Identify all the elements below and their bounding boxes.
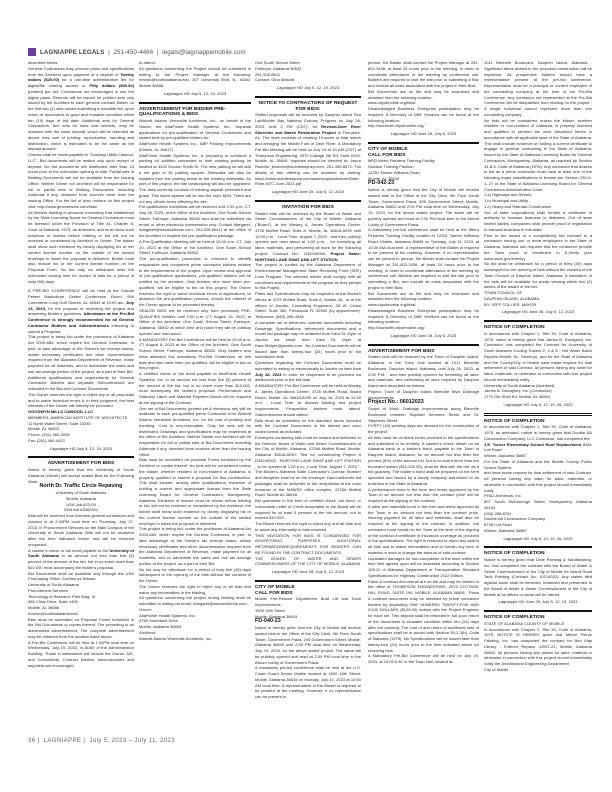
notice-divider <box>484 320 592 322</box>
text-run: Questions regarding the Contract Documents must be submitted in writing or electronically to Jacobs no later than <box>255 360 361 371</box>
notice-paragraph: Outdoor Training Pavilion <box>368 164 414 170</box>
publication-run-line: Lagniappe HD July 5, 12, 19, 26, 2023 <box>503 535 573 541</box>
notice-paragraph: A MANDATORY Pre-Bid Conference will be held at 10:00 a.m. CT August 8, 2023 at the Office of the Architect, One South School Street, Fairhope, Alabama 36532. Only bidders who have attended this mandatory Pre-Bid Conference on this date and who have been pre-qualified, will be eligible to bid on this project. <box>139 336 251 371</box>
text-run: Sealed proposals will be received by Dauphin Island Sea Lab/Mobile Bay National Estuary Program on July 26, 2023, until 2 PM (CDT), for <box>255 112 361 129</box>
notice-paragraph: Pre-qualification submittals will be received until 2:00 p.m. CT, July 25, 2023, at the Office of the Architect, One South School Street, Fairhope, Alabama 36532 and shall be submitted via email, or other electronic transmission only. Contact Margaret, margaret@wavarchitects.com, 251-928-6641) at the office of the Architect to request the pre-qualification package. <box>139 204 251 239</box>
notice-paragraph: and have made request for final settlement of said Contract. All persons having any claim for labor, materials, or otherwise in connection with this project should immediately notify <box>484 470 592 493</box>
notice-paragraph: www.cityofmobile.org/bids/ <box>368 302 416 308</box>
notice-paragraph <box>28 288 134 334</box>
notice-paragraph: Notice is hereby given that the University of South Alabama (Owner) will accept sealed Bids for the Following Work: <box>28 467 134 484</box>
column-3 <box>255 60 361 736</box>
notice-paragraph <box>484 442 592 454</box>
notice-paragraph: A MANDATORY Pre-Bid Conference will be held at Wesley A. James Operations Center, 4725 Moffett Road, Board Room, Mobile, AL 36618-8299 on July 18, 2023 at 10:30 a.m. , Local Time, to discuss bidding and project requirements. Prospective bidders must attend. Subcontractors should attend. <box>255 383 361 417</box>
legal-notice <box>484 60 592 315</box>
notice-divider <box>368 142 479 144</box>
notice-paragraph: Procurement Services <box>28 587 68 593</box>
notice-paragraph: Mobile, AL 36608 <box>368 175 400 181</box>
bold-run: Fifty dollars ($50.00) <box>89 83 134 88</box>
notice-paragraph: All questions concerning the Project should be submitted in writing to the Project Manager at the following: rbrown@southalabama.edu, 307 University Blvd. N., AD80, Mobile 36688. <box>139 65 251 88</box>
notice-divider <box>484 546 592 548</box>
notice-paragraph: Checks shall be made payable to "Goodwyn Mills Cawood, LLC". Bid documents will be mailed only upon receipt of deposit. No bid documents will distributed later than 24 hours prior to the scheduled opening of bids. Partial sets of Bidding Documents will not be available from the Issuing Office. Neither Owner nor Architect will be responsible for full or partial sets of Bidding Documents, including Addenda if any, obtained from sources other than the Issuing Office. For the list of plan holders on this project visit: http://www.gmcnetwork.com/bids/ <box>28 152 134 209</box>
notice-paragraph: The Owner reserves the right to reject any or all proposals and to waive technical errors if, in their judgment, the best interests of the Owner will thereby be promoted. <box>28 391 134 409</box>
text-run: General Contractors may procure plans and specifications from the Architect upon payment of a deposit of <box>28 65 134 77</box>
notice-paragraph: 8735 Lott Road <box>484 522 512 528</box>
bold-run: GOODWYN MILLS CAWOOD, LLC <box>28 409 93 414</box>
notice-paragraph: Plans & contract documents are on file and may be viewed in the office of THOMPSON ENGINEERING, 2970 COTTAGE HILL ROAD, SUITE 190, MOBILE, ALABAMA 36606 . Plans & contract documents may be obtained by prime contractor bidders by depositing ONE HUNDRED TWENTY-FIVE AND 0/100 DOLLARS ($125.00) dollars with the Project Engineer for each set. This deposit shall be refunded in full upon return of the documents in reusable condition within ten (10) days after bid opening. The cost of and return of additional sets of specifications shall be in accord with Section 39-2-3(b), Code of Alabama (1975). No Specifications will be issued later than twenty-four (24) hours prior to the time indicated above for receiving bids. <box>368 578 479 653</box>
notice-paragraph: 1770 Old Shell Rd. Mobile, AL 36604 <box>484 394 551 400</box>
notice-paragraph: No bid shall be withdrawn for a period of thirty (30) days subsequent to the opening of bids without the consent of the Town Council of Dauphin Island, Alabama. A tabulation of the bids will be available for public viewing within two (2) weeks of the award of the bid. <box>484 261 592 290</box>
text-run: for the purpose of reviewing the project and answering Bidder's questions. <box>28 305 134 317</box>
text-run: A PRE-BID CONFERENCE will be held at the Claude Peteet Mariculture Center Conference Room, 999 Commerce Loop Gulf Shores, AL 36542 at 10:00 am, <box>28 288 134 305</box>
notice-paragraph: Mobile, Alabama 36615 <box>255 613 298 619</box>
bold-run: Attendance at the Pre-Bid Conference is strongly recommended for all General Contractor Bidders and Subcontractors <box>28 311 134 328</box>
notice-paragraph: Bid Documents are on file and may be examined and obtained from the following location: <box>368 290 479 302</box>
legal-notice <box>484 320 592 408</box>
notice-paragraph: A labor and materials bond in the form and terms approved by the Town in an amount not less than the contract price, insuring payment for all labor and materials, shall also be required at the signing of the contract. In addition, the contractor must furnish to the Town at the time of the signing of the contract a certificate of insurance coverage as provided in the specifications. The right is reserved to reject any and/or all bids and to waive informalities and to furnish any item of material or work to change the amount of said contract. <box>368 503 479 555</box>
notice-paragraph: University of South Alabama (Architect) <box>484 382 555 388</box>
text-run: in order for responses to be provided via addendum prior to the bid date. <box>255 371 361 383</box>
notice-paragraph: Mobile Fire-Rescue Department Boat Lift and Dock Improvements <box>255 596 361 608</box>
notice-paragraph: Prior to the award of a competitively bid contract to a contractor having one or more employees in the State of Alabama, Alabama law requires that the contractor provide the Town proof of enrollment in E-Verify (see www.uscis.gov/everify). <box>484 232 592 261</box>
notice-paragraph: No bid may be withdrawn for a period of forty-five (45) days subsequent to the opening of the bids without the consent of the Owner. <box>139 566 251 584</box>
legal-notice <box>368 60 479 137</box>
notice-paragraph: Sealed bids will be received by the Town of Dauphin Island, Alabama, in the Town Hall located at 1011 Bienville Boulevard, Dauphin Island, Alabama, until July 26, 2023, at 2:00 P.M. , and then publicly opened for furnishing all labor and materials, and performing all work required by Dauphin Island and described as follows: <box>368 354 479 389</box>
notice-paragraph: All bidders bidding in amounts exceeding that established by the State Licensing Board for General Contractors must be licensed under the Provision of Title 34, Chapter 8, Code of Alabama, 1975, as amended, and must show such evidence of license before bidding or bid will not be received or considered by Architect or Owner. The bidder shall show such evidence by clearly displaying his or her current license number on the outside of the sealed envelope in which the proposal is delivered. Bidder must also include his or her current license number on the Proposal Form. No bid may be withdrawn after the scheduled closing time for receipt of bids for a period of sixty (60) days. <box>28 209 134 284</box>
notice-paragraph: Plans and Specifications may be inspected at the Board's offices at 4725 Moffett Road, Suite A, Mobile, AL, or at the offices of Jacobs, Consulting Engineers, 25 W. Cedar Street, Suite 350, Pensacola FL 32502 (by appointment), Telephone: (850) 396-4938. <box>255 291 361 320</box>
notice-paragraph: Bid guarantee in the form of certified check, bid bond, or Irrevocable Letter of Credit acceptable to the Board will be required for at least 5 percent of the bid amount, not to exceed $10,000 . <box>255 498 361 521</box>
notice-divider <box>255 96 361 98</box>
notice-paragraph: 1.c) Heavy and Railroad Construction <box>484 203 552 209</box>
centered-line: Mobile, Alabama <box>66 495 96 501</box>
column-5 <box>484 60 592 736</box>
notice-paragraph: All questions concerning the project during bidding shall be submitted in writing via email: margaret@wavarchitects.com. <box>139 595 251 607</box>
notice-paragraph: Notice is hereby given that Dixie Painting & Sandblasting, Inc. has completed the contract with the Board of Water & Sewer Commissioners of the City of Mobile for Island Road Tank Painting (Contract No. 10215022). Any claims filed against same shall be itemized, notarized and presented to the Board of Water & Sewer Commissioners of the City of Mobile at its offices or same will be barred. <box>484 557 592 597</box>
notice-paragraph: THIS INVITATION FOR BIDS IS CONDENSED FOR ADVERTISING PURPOSES. ADDITIONAL INFORMATION/REQUIREMENTS FOR BIDDERS CAN BE FOUND IN THE CONTRACT DOCUMENTS. <box>255 532 361 555</box>
notice-paragraph: Double AA Construction Company <box>484 516 546 522</box>
legal-notice <box>28 456 134 668</box>
notice-paragraph: Bids will be received from licensed general contractors and clocked in at 2:00PM local time on Thursday, July 27, 2023, in Procurement Services on the Main Campus of the University of South Alabama. Bids will not be accepted after the time indicated herein and will be returned unopened. <box>28 513 134 547</box>
notice-paragraph: 11 North Water Street, Suite 15250 <box>28 420 91 426</box>
bold-run: J.E. Turner Elementary School Roof Replacement <box>484 441 582 447</box>
publication-run-line: Lagniappe HD July 5, 12, 19, 2023 <box>163 90 227 96</box>
issue-dates: July 5, 2023 – July 11, 2023 <box>89 738 175 744</box>
page-header <box>28 47 246 57</box>
notice-paragraph: A mandatory pre-bid conference shall be held at the Metro Firearms Training Facility located at 12251 Tanner Williams Road, Mobile, Alabama 36608 on Tuesday, July 11, 2023, at 10:00 AM local time. A representative of the Bidder is required to be present at the meeting. However, if no representative can be present in person, the Bidder shall contact the Project Manager at 251-802-3436, at least 24 hours prior to the meeting, in order to coordinate attendance of the meeting by conference call. Bidders are required to visit the site prior to submitting a Bid, and include all costs associated with the project in their Bids. <box>368 227 479 290</box>
legal-notice <box>484 610 592 673</box>
notice-paragraph: Notice is hereby given that the City of Mobile will receive sealed bids in the Office of the City Clerk, 9th Floor South Tower, Government Plaza, 205 Government Street, Mobile, Alabama 36602 until 2:00 PM local time on Wednesday, July 19, 2023, for the above stated project. The same will be publicly opened and read at 2:30 PM local time in the Atrium Lobby of Government Plaza. <box>255 625 361 665</box>
publication-run-line: Lagniappe HD June 28, July 5, 12, 19, 2023 <box>498 599 578 605</box>
notice-paragraph: TOWN COUNCIL OF <box>484 290 523 295</box>
bold-run: Revised-Deer River Shoreline and Marsh Restoration Project <box>255 123 361 135</box>
bold-run: July 13, 2023, <box>28 299 134 311</box>
page-number: 36 <box>28 738 36 744</box>
notice-paragraph: All bids must be on blank forms provided in the specifications and submitted in its entirety. A cashier's check drawn on an Alabama bank or a bidder's bond, payable to the Town of Dauphin Island, Alabama, for an amount not less than five percent (5%) of the amount bid, but in no event more than ten thousand dollars ($10,000.00), shall be filed with the bid, as a bid guaranty. The bidder's bond shall be prepared on the form specified and issued by a surety company authorized to do business in the State of Alabama. <box>368 434 479 486</box>
notice-paragraph <box>255 112 361 187</box>
notice-paragraph: 1500 15th Street <box>255 607 285 613</box>
notice-paragraph: Phone: (251) 460-4006 <box>28 432 70 437</box>
notice-paragraph: Mobile, AL 36602 <box>28 426 60 432</box>
notice-paragraph: DAUPHIN ISLAND, ALABAMA <box>484 295 540 301</box>
notice-title: NOTICE OF COMPLETION <box>484 325 545 330</box>
notice-title: NOTICE OF COMPLETION <box>484 551 545 557</box>
text-run: in Theodore, AL. The work consists of creating 19-acres of tidal marsh and dredging the Middle Fork of Deer River. A Mandatory Pre-Bid Meeting will be held on July 19 at 10 AM (CDT) at Thompson Engineering, 2970 Cottage Hill Rd, Suite #190, Mobile, AL 36606. Inquiries should be directed to: Jason Rodolfo, jbodolfo@mobilebaynep.com; 251-459-8872. Full details of this offering can be obtained by visiting: https://www.mobilebaynep.com/assets/uploads/main/Deer-River-NTC-June-2023.pdf <box>255 129 361 187</box>
notice-paragraph: City of Mobile <box>484 666 509 672</box>
legal-notice <box>255 580 361 700</box>
notice-paragraph: The Owner reserves the right to reject any or all bids and waive any informalities in the bidding. <box>139 583 251 595</box>
notice-paragraph: Notice is hereby given that the City of Mobile will receive sealed bids in the Office of the City Clerk, 9th Floor South Tower, Government Plaza, 205 Government Street, Mobile, Alabama 36602 until 2:00 PM local time on Wednesday, July 19, 2023, for the above stated project. The same will be publicly opened and read at 2:30 PM local time in the Atrium Lobby of Government Plaza. <box>368 187 479 227</box>
notice-paragraph: In accordance with Chapter 1, Title 39, Code of Alabama, 1975, notice is hereby given that James B. Donaghey, Inc. Contractor, has completed the Contract for University of South Alabama Cooling Towers 2, 4 & 5 - Hot Water Basin Repairs Mobile, AL, Owner(s), and for the State of Alabama and the County/City of Mobile have made request for final settlement of said Contract. All persons having any claim for labor, materials, or otherwise in connection with this project should immediately notify <box>484 330 592 382</box>
notice-paragraph: Scope of Work: Drainage improvements along Bienville Boulevard between Raphael Semmes Street and St. Stephens Street. <box>368 406 479 423</box>
notice-paragraph: A Pre-Qualification Meeting will be held at 10:00 a.m. CT, July 20, 2023 at the Office of the Architect, One South School Street, Fairhope, Alabama 36532. <box>139 238 251 256</box>
notice-paragraph <box>255 211 361 263</box>
notice-paragraph: Mobile, AL 36688 <box>28 605 60 611</box>
separator: | <box>37 738 40 744</box>
notice-paragraph: One set of Bid Documents (printed set & electronic set) will be available to each pre-qualified prime Contractor from Walcott Adams Verneuille Architects, Inc. for the cost of printing and handling. Cost is non-refundable. Only full sets will be distributed. Drawings and specifications may be examined at the office of the Architect. Neither Owner nor Architect will be responsible for full or partial sets of Bid Documents including Addenda if any, obtained from sources other than the Issuing Office. <box>139 405 251 457</box>
page-footer <box>28 738 175 744</box>
text-run: in an amount not less than five (5) percent of the amount of the bid, but in no event more than $10,000 must accompany the bidder's proposal. <box>28 553 134 570</box>
notice-title: NOTICE OF COMPLETION <box>484 418 545 424</box>
bold-run: Project Name: NORTONS LANE SWAT AND LIFT STATION <box>255 250 361 262</box>
notice-paragraph: Envelopes containing bids must be sealed and delivered to the Director, Board of Water and Sewer Commissioners of the City of Mobile, Alabama, 4725A Moffett Road, Mobile, Alabama 36618-8299: "Bid for constructing Project # D34240000 - NORTONS LANE SWAT AND LIFT STATION , to be opened at 1:00 p.m., Local Time, August 7, 2023 ". The Bidder's Alabama State Contractor's License Number and discipline shall be on the envelope. Hand-delivered bid packages shall be delivered to the receptionist at the main entrance of the MAWSS office complex, 4725A Moffett Road, Mobile AL 36618. <box>255 434 361 498</box>
publication-name: LAGNIAPPE <box>43 738 82 744</box>
text-run: (printed) per set. Contractors are encouraged to use the digital plans. Refunds will be issued for printed sets only issued by the Architect to each general contract bidder on the first two (2) sets issued submitting a bonafide bid, upon return of documents in good and reusable condition within ten (10) days of bid date. Additional sets for General Contractors, and sets for subs and vendors, may be obtained with the same deposit, which will be refunded as above, less cost of printing, reproduction, handling and distribution, which is estimated to be the same as the deposit amount. <box>28 88 134 152</box>
notice-paragraph: Walcott Adams Verneuille Architects, Inc. <box>139 635 213 641</box>
notice-paragraph: University of South Alabama <box>28 582 79 588</box>
notice-divider <box>255 580 361 582</box>
notice-paragraph: www.cityofmobile.org/bids/ <box>368 100 416 106</box>
bold-run: Twenty dollars ($20.00) <box>28 71 134 83</box>
notice-paragraph: Liquidated damages for non-completion of the work within the time limit agreed upon will be assessed according to Section 108.11 of Alabama Department of Transportation Standard Specifications for Highway Construction 2022 Edition. <box>368 555 479 578</box>
bold-run: University of South Alabama <box>28 547 134 559</box>
notice-paragraph: 1.a) Highways and Streets <box>484 192 532 198</box>
notice-paragraph: The pre-qualification procedure is intended to identify responsible and competent prime contractor bidders relative to the requirements of the project. Upon review and approval of pre-qualification applications, pre-qualified bidders will be notified by the architect. Only bidders who have been pre-qualified, will be eligible to bid on this project. The Owner reserves the right to waive technical errors in applications, or abandon the pre-qualification process, should the interest of the Owner appear to be promoted thereby. <box>139 256 251 308</box>
notice-paragraph: This project is being bid under the provisions of Alabama Act 2000-684, which require the General Contractor, in part, to take advantage of the Owner's tax exempt status, obtain necessary certificates and other documentation required from the Alabama Department of Revenue, make payment for all materials, and to administer the sales and use tax savings portion of the project, as a part of their Bid. <box>28 334 134 374</box>
notice-paragraph: Bid Documents shall be available only through the USA Purchasing Office. Contact as follows: <box>28 570 134 582</box>
notice-divider <box>255 200 361 202</box>
column-1 <box>28 60 134 736</box>
publication-run-line: Lagniappe HD July 5, 12, 19, 2023 <box>276 85 340 90</box>
notice-paragraph: PH&J Architects, Inc. <box>484 493 522 499</box>
notice-paragraph: James B. Donaghey, Inc. (Contractor) <box>484 388 552 394</box>
notice-paragraph: A Mandatory Pre-Bid Conference will be held on July 19, 2023, at 10:00 A.M. in the Town Hall, located at <box>368 653 479 665</box>
notice-paragraph: Contact: Gina Walcott <box>255 77 295 83</box>
separator: | <box>156 48 159 56</box>
separator: | <box>108 48 110 56</box>
notice-paragraph: In accordance with Chapter 1, Title 39, Code of Alabama, 1975, as amended, notice is hereby given that Double AA Construction Company, LLC Contractor, has completed the <box>484 424 592 441</box>
text-run: A cashier's check or bid bond payable to the <box>28 547 110 553</box>
notice-paragraph: Out of state corporations shall furnish a certificate of authority to transact business in Alabama. Out of state limited liability companies shall provide proof of registration to transact business in this state. <box>484 209 592 232</box>
notice-paragraph: THE BOARD OF WATER AND SEWER COMMISSIONERS OF THE CITY OF MOBILE, ALABAMA <box>255 555 361 567</box>
phone-number: 251-450-4466 <box>113 48 154 56</box>
notice-paragraph: The Board reserves the right to reject any and all bids and to waive any informality in bids received. <box>255 521 361 532</box>
notice-title: ADVERTISEMENT FOR BIDS <box>368 348 435 354</box>
legal-notice <box>484 546 592 605</box>
notice-paragraph: http://workwith.cityofmobile.org/ <box>368 123 425 129</box>
notice-paragraph: BY: JEFF COLLIER, MAYOR <box>484 301 537 307</box>
notice-paragraph: Fax: (251) 460-4423 <box>28 437 65 443</box>
notice-paragraph: Owner: <box>139 606 153 612</box>
notice-paragraph: AltaPointe Health Systems, Inc. is preparing to construct a parking lot addition connected to their existing parking lot located at 3420 Gordon Smith Dr. The new parking lot will add a net gain of 46 parking spaces. Sidewalks will also be installed from the parking areas to the existing sidewalks. As part of this project, the site landscaping will also be upgraded. The area currently consists of existing asphalt pavement and grass. This storm system will tie into the city's MS4. There are not any off-site items affecting the site. <box>139 152 251 204</box>
publication-run-line: Lagniappe HD June 28, July 5, 2023 <box>390 332 457 338</box>
notice-title: ADVERTISEMENT FOR BIDDER PRE-QUALIFICATIONS & BIDS <box>139 106 226 118</box>
notice-paragraph: 1.b) Municipal and Utility <box>484 198 529 203</box>
notice-paragraph: Additional qualifications and requirements for General Contractor Bidders and separate Subcontractors are indicated in the Bid and Contract Documents. <box>28 374 134 391</box>
text-run: for a one-time administrative fee for digital/file sharing access or <box>28 77 134 88</box>
section-color-square <box>28 48 36 56</box>
notice-paragraph: Architect: <box>139 629 156 635</box>
column-2 <box>139 60 251 736</box>
notice-paragraph: AltaPointe Health Systems Inc., ABP Parking Improvements (Mobile, AL 36617) <box>139 141 251 152</box>
notice-paragraph: A Pre-Bid Conference will be held at 1:00PM local time on Wednesday, July 19, 2023, in AD80 of the Administration Building. Those in attendance will include the Owner, A/E, and Consultants. Contract bidders, subcontractors and suppliers are encouraged <box>28 639 134 668</box>
notice-paragraph: No bids will be considered unless the bidder, whether resident or non-resident of Alabama, is properly licensed and qualified to perform the work described herein in accordance with all applicable laws of the State of Alabama. This shall include evidence of holding a current certificate to engage in general contracting in the State of Alabama, issued by the State of Alabama Licensing Board for General Contractors, Montgomery, Alabama, as required by Section 34-8-5, Code of Alabama (1975). Any contractor that desires to bid as a prime contractor must have at least one of the following major classifications of license per Section 230-X-1-.27 of the State of Alabama Licensing Board for General Contractors Administrative Code: <box>484 117 592 192</box>
notice-paragraph: The project is funded by the Alabama Department of Environmental Management State Revolving Fund (SRF) Loan Program. The selected bidder shall comply with all conditions and requirements of the program as they pertain to this Project. <box>255 262 361 291</box>
notice-paragraph: MPD Metro Firearms Training Facility <box>368 158 435 164</box>
notice-paragraph: Disadvantaged Business Enterprise participation may be required. A Directory of DBE Vendors can be found at the following location: <box>368 307 479 325</box>
notice-title: CITY OF MOBILE CALL FOR BIDS <box>255 584 295 596</box>
notice-paragraph: described below. <box>28 60 59 65</box>
notice-subheading: PD-042-23 <box>368 180 395 187</box>
notice-paragraph: Walcott Adams Verneuille Architects, Inc., on behalf of the Owner, the AltaPointe Health Systems, Inc., requests applications for pre-qualification of General Contractors and sealed bids by pre-qualified bidders for: <box>139 118 251 141</box>
notice-subheading: FD-040-23 <box>255 618 281 625</box>
centered-line: USA Bid #3062901 <box>63 507 99 513</box>
notice-divider <box>368 344 479 346</box>
text-run: Sealed bids will be received by the Board of Water and Sewer Commissioners of the City of Mobile, Alabama ("Board"), at the Wesley A. James Operations Center, 4725 Moffett Road, Suite A, Mobile, AL 36618-8299 until 12:00 p.m. , Local Time, August 7, 2023 , and then publicly opened and read aloud at 1:00 p.m. , for furnishing all labor, materials, and performing all work for the following project: Contract No.: D34240000, <box>255 210 361 256</box>
notice-paragraph: Bids must be submitted on the standard forms included with the Contract Documents in the tabbed and color coded format as indicated. <box>255 417 361 435</box>
email-address: legals@lagniappemobile.com <box>162 48 246 56</box>
notice-paragraph: 251-928-6641 <box>255 71 281 77</box>
notice-paragraph: One South School Street <box>255 60 300 65</box>
notice-paragraph: Bids must be submitted on Proposal Forms furnished in the Bid Documents or copies thereof. The preceding is an abbreviated advertisement. The complete advertisement may be obtained from the location listed above. <box>28 616 134 639</box>
notice-title: NOTICE OF COMPLETION <box>484 615 545 621</box>
bold-run: July 28, 2023 <box>255 371 282 377</box>
notice-paragraph: person, the Bidder shall contact the Project Manager at 251-802-3436, at least 24 hours prior to the meeting, in order to coordinate attendance of the meeting by conference call. Bidders are required to visit the site prior to submitting a Bid, and include all costs associated with the project in their Bids. <box>368 60 479 88</box>
notice-paragraph <box>255 360 361 383</box>
notice-paragraph: Mobile, Alabama 36693 <box>139 624 182 630</box>
notice-paragraph: A performance bond in the form and terms approved by the Town in an amount not less than the contract price will be required at the signing of the contract. <box>368 486 479 504</box>
legal-notice <box>139 102 251 642</box>
legal-notice <box>28 60 134 451</box>
text-run: . <box>337 256 339 262</box>
notice-paragraph: 1011 Bienville Boulevard, Dauphin Island, Alabama . Significant items related to the proposed construction will be explained. All prospective bidders should have a representative present at the pre-bid conference. Representative must be a principal or current employee of the contracting company at the time of the Pre-Bid Conference. Any contractor not represented at the Pre-Bid Conference will be disqualified from bidding on the project . A single individual cannot represent more than one contracting company. <box>484 60 592 117</box>
publication-run-line: Lagniappe HD July 5, 12, 19, 26, 2023 <box>503 401 573 407</box>
notice-paragraph: 12251 Tanner Williams Road <box>368 169 420 175</box>
notice-paragraph: AltaPointe Health Systems, Inc. <box>139 612 196 618</box>
notice-paragraph: SEALED BIDS will be received only from previously PRE-QUALIFIED bidders until 2:00 p.m. CT, August 15, 2023, at Office of the Architect, One South School Street, Fairhope, Alabama, 36532 at which time and place they will be publicly opened and read aloud. <box>139 307 251 336</box>
legal-notice <box>255 200 361 575</box>
notice-paragraph: 807 South McDonough Street, Montgomery, Alabama 36104 <box>484 499 592 510</box>
notice-divider <box>484 610 592 612</box>
notice-paragraph: MEMBERS, AMERICAN INSTITUTE OF ARCHITECTS <box>28 414 128 420</box>
notice-paragraph: A certified check or bid bond payable to AltaPointe Health Systems, Inc. in an amount not less than five (5) percent of the amount of the bid, but in no event more than $10,000, must accompany the bidder's proposal. Performance and Statutory Labor and Material Payment Bonds will be required at the signing of the Contract. <box>139 371 251 405</box>
notice-paragraph: FORTY (40) working days are allowed for the construction of the project. <box>368 423 479 435</box>
legal-notice <box>139 60 251 97</box>
notice-divider <box>139 102 251 104</box>
publication-run-line: Lagniappe HD July 5, 12, 19, 2023 <box>49 445 113 451</box>
notice-paragraph: A complete set of electronic contract documents including Drawings, Specifications, referenced documents and a model bid package may be obtained from Kara St. Myer of Jacobs via email from Kara St. Myer at Kara.StMyer@jacobs.com . No Contract Documents will be issued later than twenty-four (24) hours prior to bid submission time. <box>255 319 361 360</box>
column-4 <box>368 60 479 736</box>
notice-paragraph: Disadvantaged Business Enterprise participation may be required. A Directory of DBE Vendors can be found at the following location: <box>368 106 479 123</box>
notice-title: CITY OF MOBILE CALL FOR BIDS <box>368 146 408 158</box>
notice-paragraph: http://workwith.cityofmobile.org/ <box>368 325 425 331</box>
notice-paragraph: This project is being bid, under the provisions of Alabama Act 2000-684, which require the General Contractor, in part, to take advantage of the Owner's tax exempt status, obtain necessary certificates and other documentation required from the Alabama Department of Revenue, make payment for all materials, and to administer the sales and use tax savings portion of the project, as a part of their Bid. <box>139 526 251 566</box>
notice-title: NOTICE TO CONTRACTORS OF REQUEST FOR BIDS: <box>258 100 358 112</box>
notice-paragraph: Bid Documents are on file and may be examined and obtained from the following location: <box>368 88 479 100</box>
publication-run-line: Lagniappe HD June 28, July 5, 2023 <box>390 131 457 136</box>
notice-paragraph: Technology & Research Park Bldg. III <box>28 593 96 599</box>
text-run: intending to submit a Proposal. <box>28 322 134 334</box>
notice-paragraph <box>28 548 134 571</box>
publication-run-line: Lagniappe HD June 28, July 5, 12, 2023 <box>501 309 575 315</box>
notice-paragraph: Project: Town of Dauphin Island Bienville Blvd Drainage Improvements <box>368 388 479 400</box>
publication-run-line: Lagniappe HD June 28, July 5, 12, 2023 <box>271 569 345 575</box>
notice-divider <box>28 456 134 458</box>
notice-paragraph: Fairhope, Alabama 36532 <box>255 65 302 71</box>
notice-paragraph: STATE OF ALABAMA COUNTY OF MOBILE <box>484 620 565 626</box>
publication-run-line: Lagniappe HD June 28, July 5, 12, 2023 <box>271 189 345 195</box>
notice-paragraph: For the State of Alabama and the Mobile County Public School System, <box>484 458 592 470</box>
notice-paragraph: A mandatory pre-bid conference shall be held at the U.S. Coast Guard Sector Mobile located at 1500 15th Street, Mobile, Alabama 36615 on Monday, July 10, 2023 at 10:00 AM local time. A representative of the Bidder is required to be present at the meeting. However, if no representative can be present in <box>255 665 361 700</box>
legal-notice <box>255 60 361 91</box>
notice-paragraph: (334) 265-8781 <box>484 510 512 516</box>
centered-line: University of South Alabama <box>55 490 107 496</box>
section-title: LAGNIAPPE LEGALS <box>40 48 105 56</box>
legal-notice <box>255 96 361 195</box>
notice-paragraph: Wilmer, Alabama 36587 <box>484 527 527 533</box>
notice-paragraph: Wilmer, Alabama 36587 <box>484 453 527 459</box>
notice-paragraph: 650 Clinic Drive, Suite 1400 <box>28 599 78 605</box>
notice-paragraph: to attend. <box>139 60 156 65</box>
legal-notice <box>484 413 592 542</box>
separator: | <box>83 738 86 744</box>
notice-paragraph: Bids must be submitted on proposal Forms furnished by the Architect or copies thereof. No bids will be considered unless the bidder, whether resident or non-resident of Alabama, is properly qualified to submit a proposal for this construction. This shall include, among other qualifications, evidence of holding a current and appropriate license from the State Licensing Board for General Contractors, Montgomery, Alabama. Evidence of license must be shown before bidding or bid will not be received or considered by the Architect; the bidder shall show such evidence by clearly displaying his or her current license number on the outside of the sealed envelope in which the proposal is delivered. <box>139 457 251 526</box>
notice-paragraph <box>28 66 134 152</box>
notice-paragraph: 5750 Southland Drive <box>139 618 178 624</box>
centered-line: USA Job #23-09 <box>66 501 96 507</box>
legal-notice <box>368 142 479 339</box>
notice-subheading: Project No.: 06012023 <box>368 399 424 406</box>
notice-divider <box>484 413 592 416</box>
notice-title: INVITATION FOR BIDS <box>282 204 334 210</box>
notice-paragraph: rbrown@southalabama.edu <box>28 610 78 616</box>
notice-title: ADVERTISEMENT FOR BIDS <box>47 461 115 467</box>
notice-subheading: North Dr. Traffic Circle Repaving <box>39 483 123 490</box>
notice-paragraph: In accordance with Chapter 1, Title 39, Code of Alabama, 1975, NOTICE IS HEREBY given that Melvin Pierce Painting, Inc. has completed the contract for Ben May Library - Exterior Repairs II-BST-21, Mobile, Alabama 36602. All persons having any claims for labor, material or otherwise in connection with this project should immediately notify the Architectural Engineering Department <box>484 626 592 667</box>
text-run: 8361 Lott Road <box>484 441 592 453</box>
legal-notice <box>368 344 479 665</box>
